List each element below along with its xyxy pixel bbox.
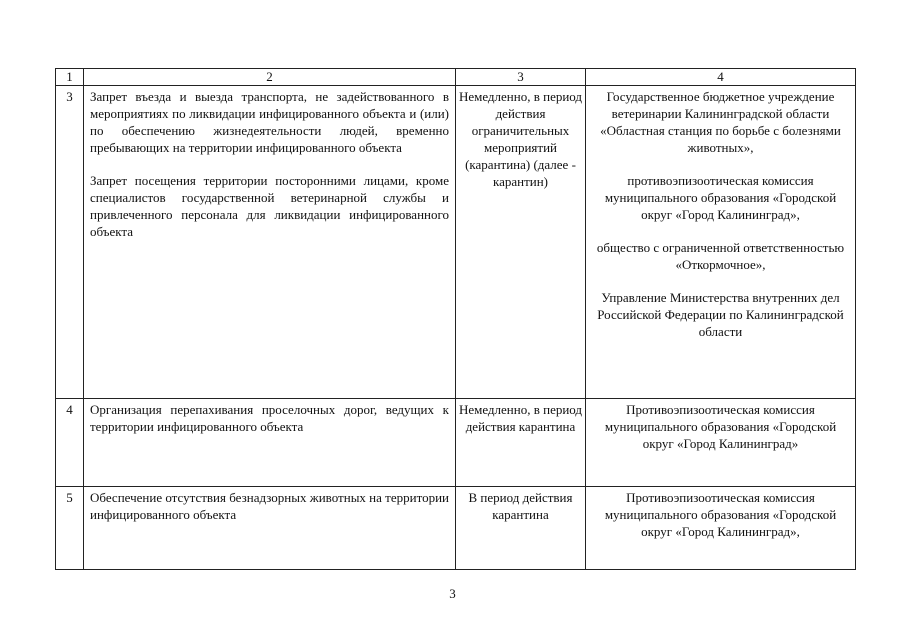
- term-cell: В период действия карантина: [456, 487, 586, 570]
- executor-text: Управление Министерства внутренних дел Российской Федерации по Калининградской области: [597, 290, 844, 339]
- measure-cell: [84, 86, 456, 399]
- table-header-row: [56, 69, 856, 86]
- measure-text: Организация перепахивания проселочных дорог, ведущих к территории инфицированного объекта: [90, 402, 449, 434]
- executor-text: противоэпизоотическая комиссия муниципального образования «Городской округ «Город Калининград»,: [604, 173, 837, 222]
- row-number: 4: [56, 399, 84, 487]
- measure-cell: [84, 487, 456, 570]
- measure-cell: [84, 399, 456, 487]
- measure-text: Обеспечение отсутствия безнадзорных животных на территории инфицированного объекта: [90, 490, 449, 522]
- executor-text: Государственное бюджетное учреждение ветеринарии Калининградской области «Областная станция по борьбе с болезнями животных»,: [600, 89, 841, 155]
- executor-text: общество с ограниченной ответственностью «Откормочное»,: [596, 240, 845, 272]
- header-cell-number: 1: [56, 69, 84, 86]
- row-number: 5: [56, 487, 84, 570]
- executor-text: Противоэпизоотическая комиссия муниципального образования «Городской округ «Город Калининград»: [604, 402, 837, 451]
- header-cell-term: 3: [456, 69, 586, 86]
- executor-cell: [586, 487, 856, 570]
- measure-text: Запрет въезда и выезда транспорта, не задействованного в мероприятиях по ликвидации инфицированного объекта и (или) по обеспечению жизнедеятельности людей, временно пребывающих на территории инфицированного объекта: [90, 89, 449, 155]
- executor-text: Противоэпизоотическая комиссия муниципального образования «Городской округ «Город Калининград»,: [604, 490, 837, 539]
- table-row: [56, 487, 856, 570]
- measure-text: Запрет посещения территории посторонними лицами, кроме специалистов государственной ветеринарной службы и привлеченного персонала для ликвидации инфицированного объекта: [90, 173, 449, 239]
- table-row: [56, 86, 856, 399]
- measures-table: [55, 68, 856, 570]
- page-number: 3: [449, 586, 456, 601]
- term-cell: Немедленно, в период действия карантина: [456, 399, 586, 487]
- table-row: [56, 399, 856, 487]
- row-number: 3: [56, 86, 84, 399]
- header-cell-measure: 2: [84, 69, 456, 86]
- header-cell-executor: 4: [586, 69, 856, 86]
- executor-cell: [586, 399, 856, 487]
- term-cell: Немедленно, в период действия ограничительных мероприятий (карантина) (далее - карантин): [456, 86, 586, 399]
- executor-cell: [586, 86, 856, 399]
